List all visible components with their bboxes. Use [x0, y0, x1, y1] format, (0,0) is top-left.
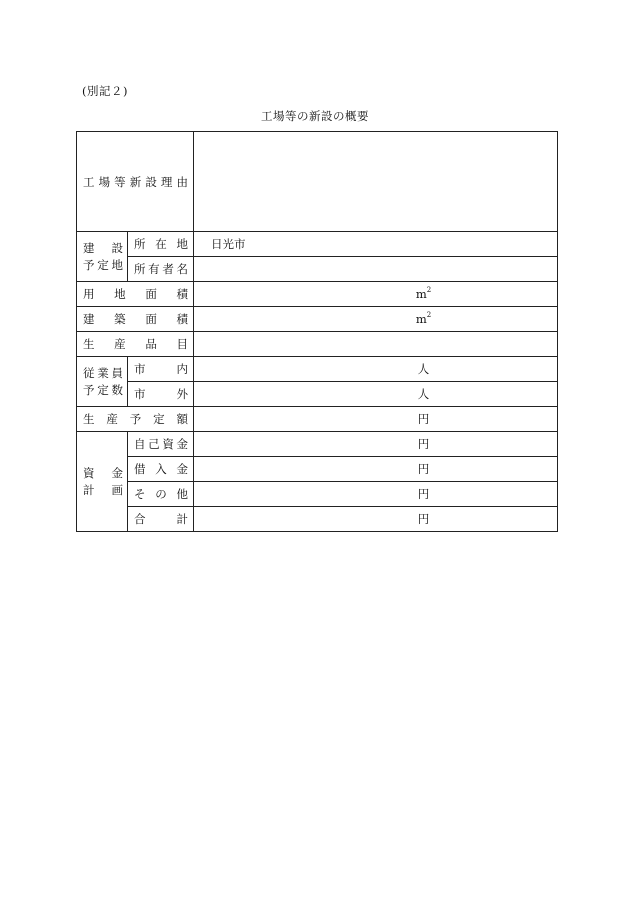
label-employees-inside-text	[128, 361, 193, 377]
label-char: 設	[111, 240, 123, 255]
unit-production: 円	[417, 412, 430, 426]
label-products	[77, 332, 194, 357]
group-site	[77, 232, 128, 282]
group-funding	[77, 432, 128, 532]
label-products-text	[77, 336, 193, 352]
label-char: 地	[111, 257, 123, 272]
label-char: 画	[111, 482, 123, 497]
row-reason	[77, 132, 558, 232]
value-reason[interactable]	[194, 132, 558, 232]
label-employees-outside	[128, 382, 194, 407]
value-funding-other[interactable]	[194, 482, 558, 507]
label-funding-other-text	[128, 486, 193, 502]
unit-employees-inside: 人	[417, 362, 430, 376]
label-char: 内	[176, 362, 188, 376]
group-site-line2	[83, 257, 123, 274]
value-owner-text	[194, 262, 211, 276]
annex-note: (別記２)	[82, 84, 128, 98]
label-char: 市	[134, 362, 146, 376]
group-site-line1	[83, 240, 123, 257]
row-funding-total	[77, 507, 558, 532]
label-char: 自	[134, 437, 146, 451]
label-char: 建	[83, 312, 95, 326]
label-char: 用	[83, 287, 95, 301]
label-reason-text	[77, 174, 193, 190]
label-char: 額	[176, 412, 188, 426]
label-char: 生	[83, 412, 95, 426]
label-char: 地	[176, 237, 188, 251]
label-char: 場	[98, 174, 111, 189]
label-char: 外	[176, 387, 188, 401]
label-char: 借	[134, 462, 146, 476]
label-char: 産	[106, 412, 118, 426]
label-char: 新	[129, 174, 142, 189]
label-reason	[77, 132, 194, 232]
label-char: 計	[83, 482, 95, 497]
label-owner	[128, 257, 194, 282]
label-char: 所	[134, 262, 146, 276]
label-char: 資	[83, 465, 95, 480]
label-char: 計	[176, 512, 188, 526]
label-char: 品	[145, 337, 157, 351]
value-building-area[interactable]	[194, 307, 558, 332]
label-funding-borrowed	[128, 457, 194, 482]
label-char: の	[155, 487, 167, 501]
label-char: 定	[153, 412, 165, 426]
value-products[interactable]	[194, 332, 558, 357]
label-char: 由	[176, 174, 188, 189]
label-funding-own-text	[128, 436, 193, 452]
row-building-area	[77, 307, 558, 332]
label-char: 金	[176, 462, 188, 476]
label-funding-total	[128, 507, 194, 532]
label-employees-inside	[128, 357, 194, 382]
unit-funding-borrowed: 円	[417, 462, 430, 476]
row-funding-own	[77, 432, 558, 457]
unit-funding-total: 円	[417, 512, 430, 526]
label-char: 資	[162, 437, 174, 451]
label-char: 積	[176, 287, 188, 301]
label-land-area-text	[77, 286, 193, 302]
value-production[interactable]	[194, 407, 558, 432]
group-funding-line2	[83, 482, 123, 499]
label-location	[128, 232, 194, 257]
unit-employees-outside: 人	[417, 387, 430, 401]
label-char: 有	[148, 262, 160, 276]
label-production	[77, 407, 194, 432]
value-funding-own[interactable]	[194, 432, 558, 457]
row-employees-inside	[77, 357, 558, 382]
group-funding-line1	[83, 465, 123, 482]
label-char: 設	[145, 174, 157, 189]
label-building-area	[77, 307, 194, 332]
value-location-text: 日光市	[211, 237, 246, 251]
label-char: 業	[97, 365, 109, 380]
label-funding-borrowed-text	[128, 461, 193, 477]
label-char: 者	[162, 262, 174, 276]
value-funding-total[interactable]	[194, 507, 558, 532]
row-employees-outside	[77, 382, 558, 407]
label-building-area-text	[77, 311, 193, 327]
document-title: 工場等の新設の概要	[261, 109, 369, 123]
label-char: 目	[176, 337, 188, 351]
group-employees-line2	[83, 382, 123, 399]
label-char: 数	[111, 382, 123, 397]
row-production	[77, 407, 558, 432]
unit-land-area: $m^2$	[415, 286, 432, 301]
label-char: 建	[83, 240, 95, 255]
label-char: 地	[114, 287, 126, 301]
value-owner[interactable]	[194, 257, 558, 282]
label-char: 市	[134, 387, 146, 401]
value-funding-borrowed[interactable]	[194, 457, 558, 482]
label-char: 面	[145, 312, 157, 326]
row-land-area	[77, 282, 558, 307]
label-char: 予	[83, 382, 95, 397]
label-production-text	[77, 411, 193, 427]
label-char: 等	[114, 174, 126, 189]
label-char: 定	[97, 257, 109, 272]
label-char: 在	[155, 237, 167, 251]
label-char: 産	[114, 337, 126, 351]
label-char: 己	[148, 437, 160, 451]
label-location-text	[128, 236, 193, 252]
label-char: 合	[134, 512, 146, 526]
row-funding-borrowed	[77, 457, 558, 482]
label-land-area	[77, 282, 194, 307]
label-char: 面	[145, 287, 157, 301]
label-funding-own	[128, 432, 194, 457]
label-char: 築	[114, 312, 126, 326]
group-employees	[77, 357, 128, 407]
label-employees-outside-text	[128, 386, 193, 402]
label-char: 金	[111, 465, 123, 480]
label-char: 所	[134, 237, 146, 251]
label-char: 工	[83, 174, 95, 189]
value-employees-outside[interactable]	[194, 382, 558, 407]
label-char: 員	[111, 365, 123, 380]
label-char: 他	[176, 487, 188, 501]
unit-funding-own: 円	[417, 437, 430, 451]
label-char: 金	[176, 437, 188, 451]
value-land-area[interactable]	[194, 282, 558, 307]
label-char: 理	[160, 174, 173, 189]
factory-overview-table	[76, 131, 558, 532]
row-location	[77, 232, 558, 257]
unit-building-area: $m^2$	[415, 311, 432, 326]
value-reason-text	[194, 175, 211, 189]
label-char: 積	[176, 312, 188, 326]
label-char: そ	[134, 487, 146, 501]
label-funding-other	[128, 482, 194, 507]
label-char: 生	[83, 337, 95, 351]
label-char: 名	[176, 262, 188, 276]
row-owner	[77, 257, 558, 282]
group-employees-line1	[83, 365, 123, 382]
row-products	[77, 332, 558, 357]
label-owner-text	[128, 261, 193, 277]
label-char: 従	[83, 365, 95, 380]
unit-funding-other: 円	[417, 487, 430, 501]
label-char: 予	[83, 257, 95, 272]
label-char: 定	[97, 382, 109, 397]
value-products-text	[194, 337, 211, 351]
value-employees-inside[interactable]	[194, 357, 558, 382]
label-char: 予	[129, 412, 142, 426]
value-location[interactable]	[194, 232, 558, 257]
row-funding-other	[77, 482, 558, 507]
label-funding-total-text	[128, 511, 193, 527]
label-char: 入	[155, 462, 167, 476]
